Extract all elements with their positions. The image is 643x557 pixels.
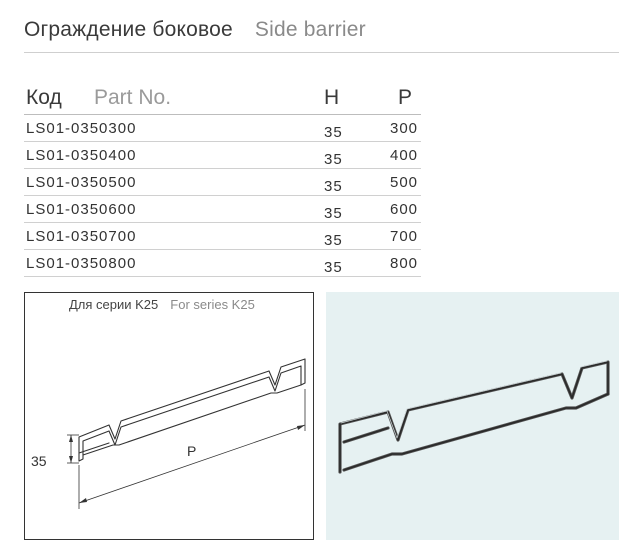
row-code: LS01-0350400 xyxy=(26,147,137,164)
table-row xyxy=(24,169,421,196)
caption-ru: Для серии K25 xyxy=(69,297,159,312)
table-row xyxy=(24,223,421,250)
table-row xyxy=(24,196,421,223)
row-p: 600 xyxy=(390,201,419,218)
row-h: 35 xyxy=(324,151,343,168)
title-divider xyxy=(24,52,619,53)
title-ru: Ограждение боковое xyxy=(24,18,233,41)
page-title xyxy=(24,18,366,42)
parts-table xyxy=(24,86,619,277)
row-code: LS01-0350500 xyxy=(26,174,137,191)
row-h: 35 xyxy=(324,178,343,195)
caption-en: For series K25 xyxy=(170,297,255,312)
header-h: H xyxy=(324,86,340,109)
header-p: P xyxy=(398,86,413,109)
table-row xyxy=(24,115,421,142)
row-h: 35 xyxy=(324,124,343,141)
row-p: 800 xyxy=(390,255,419,272)
row-h: 35 xyxy=(324,232,343,249)
row-code: LS01-0350700 xyxy=(26,228,137,245)
row-p: 700 xyxy=(390,228,419,245)
barrier-line-drawing xyxy=(25,293,315,541)
barrier-render-image xyxy=(326,292,619,540)
row-h: 35 xyxy=(324,205,343,222)
dim-height-label: 35 xyxy=(31,453,47,469)
row-code: LS01-0350600 xyxy=(26,201,137,218)
row-p: 500 xyxy=(390,174,419,191)
table-header xyxy=(24,86,619,114)
row-code: LS01-0350800 xyxy=(26,255,137,272)
technical-drawing-panel xyxy=(24,292,314,540)
table-row xyxy=(24,250,421,277)
row-code: LS01-0350300 xyxy=(26,120,137,137)
header-code: Код xyxy=(26,86,62,109)
row-p: 300 xyxy=(390,120,419,137)
table-row xyxy=(24,142,421,169)
dim-length-label: P xyxy=(187,443,197,459)
product-render-panel xyxy=(326,292,619,540)
title-en: Side barrier xyxy=(254,18,366,41)
header-part-no: Part No. xyxy=(94,86,172,109)
row-p: 400 xyxy=(390,147,419,164)
row-h: 35 xyxy=(324,259,343,276)
